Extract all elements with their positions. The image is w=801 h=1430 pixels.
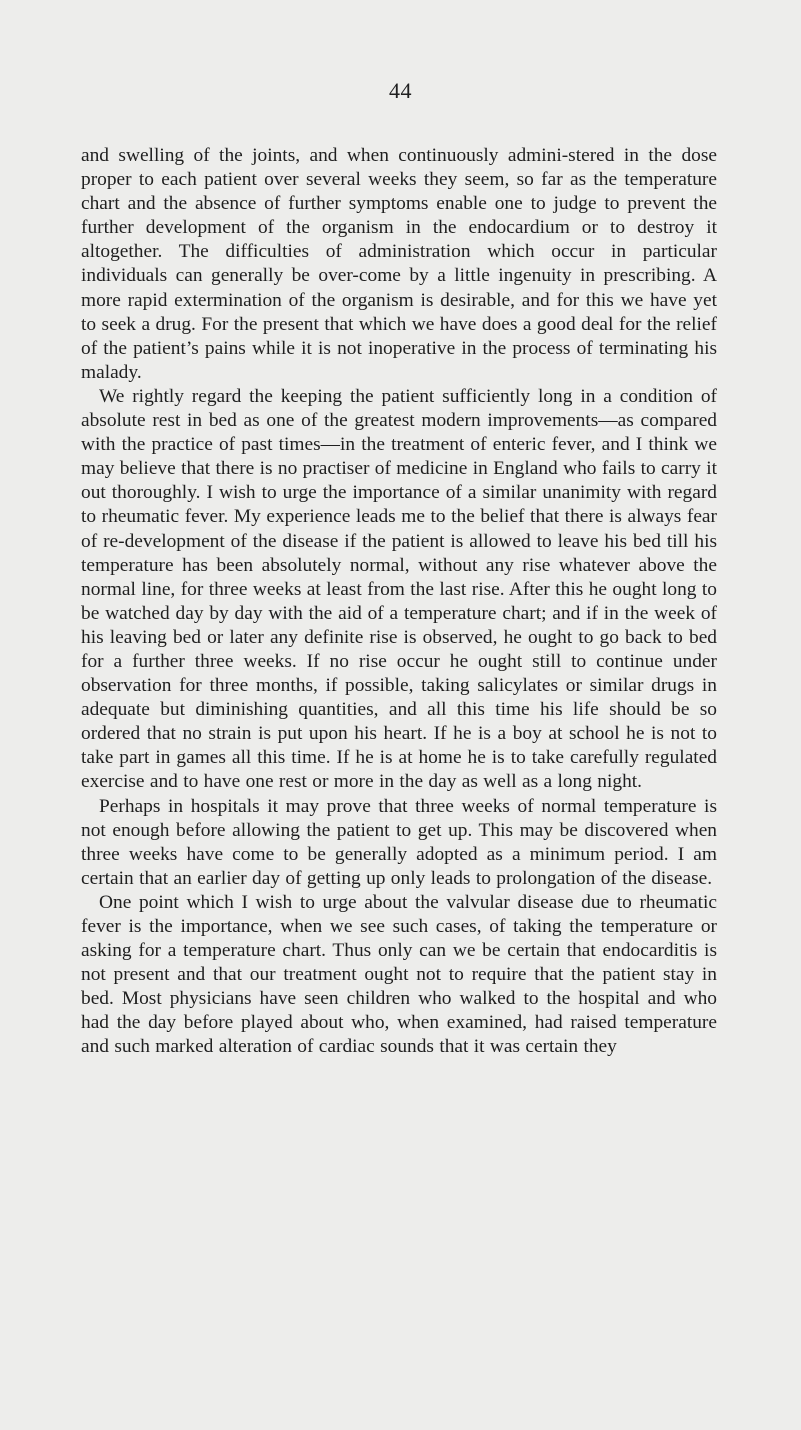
paragraph-4: One point which I wish to urge about the valvular disease due to rheumatic fever is the importance, when we see such cases, of taking the temperature or asking for a temperature chart. Thus only can we be certain that endocarditis is not present and that our treatment ought not to require that the patient stay in bed. Most physicians have seen children who walked to the hospital and who had the day before played about who, when examined, had raised temperature and such marked alteration of cardiac sounds that it was certain they: [81, 891, 717, 1058]
paragraph-2: We rightly regard the keeping the patient sufficiently long in a condition of absolute rest in bed as one of the greatest modern improvements—as compared with the practice of past times—in the treatment of enteric fever, and I think we may believe that there is no practiser of medicine in England who fails to carry it out thoroughly. I wish to urge the importance of a similar unanimity with regard to rheumatic fever. My experience leads me to the belief that there is always fear of re-development of the disease if the patient is allowed to leave his bed till his temperature has been absolutely normal, without any rise whatever above the normal line, for three weeks at least from the last rise. After this he ought long to be watched day by day with the aid of a temperature chart; and if in the week of his leaving bed or later any definite rise is observed, he ought to go back to bed for a further three weeks. If no rise occur he ought still to continue under observation for three months, if possible, taking salicylates or similar drugs in adequate but diminishing quantities, and all this time his life should be so ordered that no strain is put upon his heart. If he is a boy at school he is not to take part in games all this time. If he is at home he is to take carefully regulated exercise and to have one rest or more in the day as well as a long night.: [81, 385, 717, 793]
body-text: [81, 144, 717, 1060]
paragraph-1: and swelling of the joints, and when continuously admini-stered in the dose proper to each patient over several weeks they seem, so far as the temperature chart and the absence of further symptoms enable one to judge to prevent the further development of the organism in the endocardium or to destroy it altogether. The difficulties of administration which occur in particular individuals can generally be over-come by a little ingenuity in prescribing. A more rapid extermination of the organism is desirable, and for this we have yet to seek a drug. For the present that which we have does a good deal for the relief of the patient’s pains while it is not inoperative in the process of terminating his malady.: [81, 145, 717, 383]
page-number: 44: [389, 78, 412, 103]
paragraph-3: Perhaps in hospitals it may prove that three weeks of normal temperature is not enough before allowing the patient to get up. This may be discovered when three weeks have come to be generally adopted as a minimum period. I am certain that an earlier day of getting up only leads to prolongation of the disease.: [81, 795, 717, 889]
